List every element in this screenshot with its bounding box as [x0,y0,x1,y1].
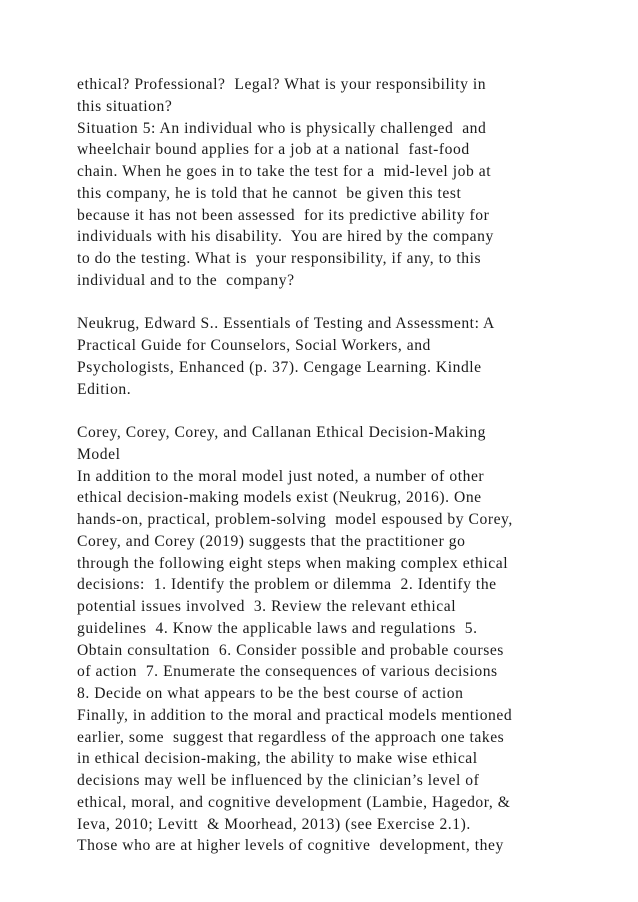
text-line: this company, he is told that he cannot be given this test [77,184,462,202]
text-line: individuals with his disability. You are hired by the company [77,228,494,246]
citation-line: Neukrug, Edward S.. Essentials of Testing and Assessment: A [77,315,495,333]
citation-line: Edition. [77,380,132,398]
text-line: 8. Decide on what appears to be the best course of action [77,685,464,702]
blank-line [77,400,617,422]
text-line: chain. When he goes in to take the test for a mid-level job at [77,163,492,180]
text-line: because it has not been assessed for its predictive ability for [77,206,490,224]
text-line: Finally, in addition to the moral and practical models mentioned [77,706,513,724]
text-line: wheelchair bound applies for a job at a national fast-food [77,141,470,159]
text-line: ethical? Professional? Legal? What is your responsibility in [77,76,487,93]
section-heading: Model [77,445,121,463]
text-line: this situation? [77,97,173,115]
text-line: ethical, moral, and cognitive development (Lambie, Hagedor, & [77,793,511,811]
text-line: potential issues involved 3. Review the relevant ethical [77,598,457,615]
text-line: earlier, some suggest that regardless of the approach one takes [77,728,505,746]
text-line: decisions may well be influenced by the clinician’s level of [77,772,480,789]
text-line: in ethical decision-making, the ability to make wise ethical [77,750,478,768]
text-line: Obtain consultation 6. Consider possible and probable courses [77,641,504,659]
section-heading: Corey, Corey, Corey, and Callanan Ethical Decision-Making [77,424,486,441]
text-line: decisions: 1. Identify the problem or dilemma 2. Identify the [77,576,497,594]
text-line: to do the testing. What is your responsibility, if any, to this [77,250,482,267]
text-line: hands-on, practical, problem-solving model espoused by Corey, [77,511,513,528]
text-line: individual and to the company? [77,271,295,289]
text-line: Ieva, 2010; Levitt & Moorhead, 2013) (see Exercise 2.1). [77,815,471,833]
text-line: through the following eight steps when making complex ethical [77,554,509,572]
citation-line: Psychologists, Enhanced (p. 37). Cengage Learning. Kindle [77,358,482,376]
text-line: of action 7. Enumerate the consequences of various decisions [77,663,498,681]
text-line: In addition to the moral model just noted, a number of other [77,467,485,485]
document-body [77,74,617,857]
text-line: guidelines 4. Know the applicable laws and regulations 5. [77,619,478,637]
text-line: Situation 5: An individual who is physically challenged and [77,119,487,137]
text-line: ethical decision-making models exist (Neukrug, 2016). One [77,489,482,507]
text-line: Those who are at higher levels of cognitive development, they [77,837,504,855]
text-line: Corey, and Corey (2019) suggests that the practitioner go [77,532,466,550]
blank-line [77,292,617,314]
citation-line: Practical Guide for Counselors, Social Workers, and [77,337,431,354]
